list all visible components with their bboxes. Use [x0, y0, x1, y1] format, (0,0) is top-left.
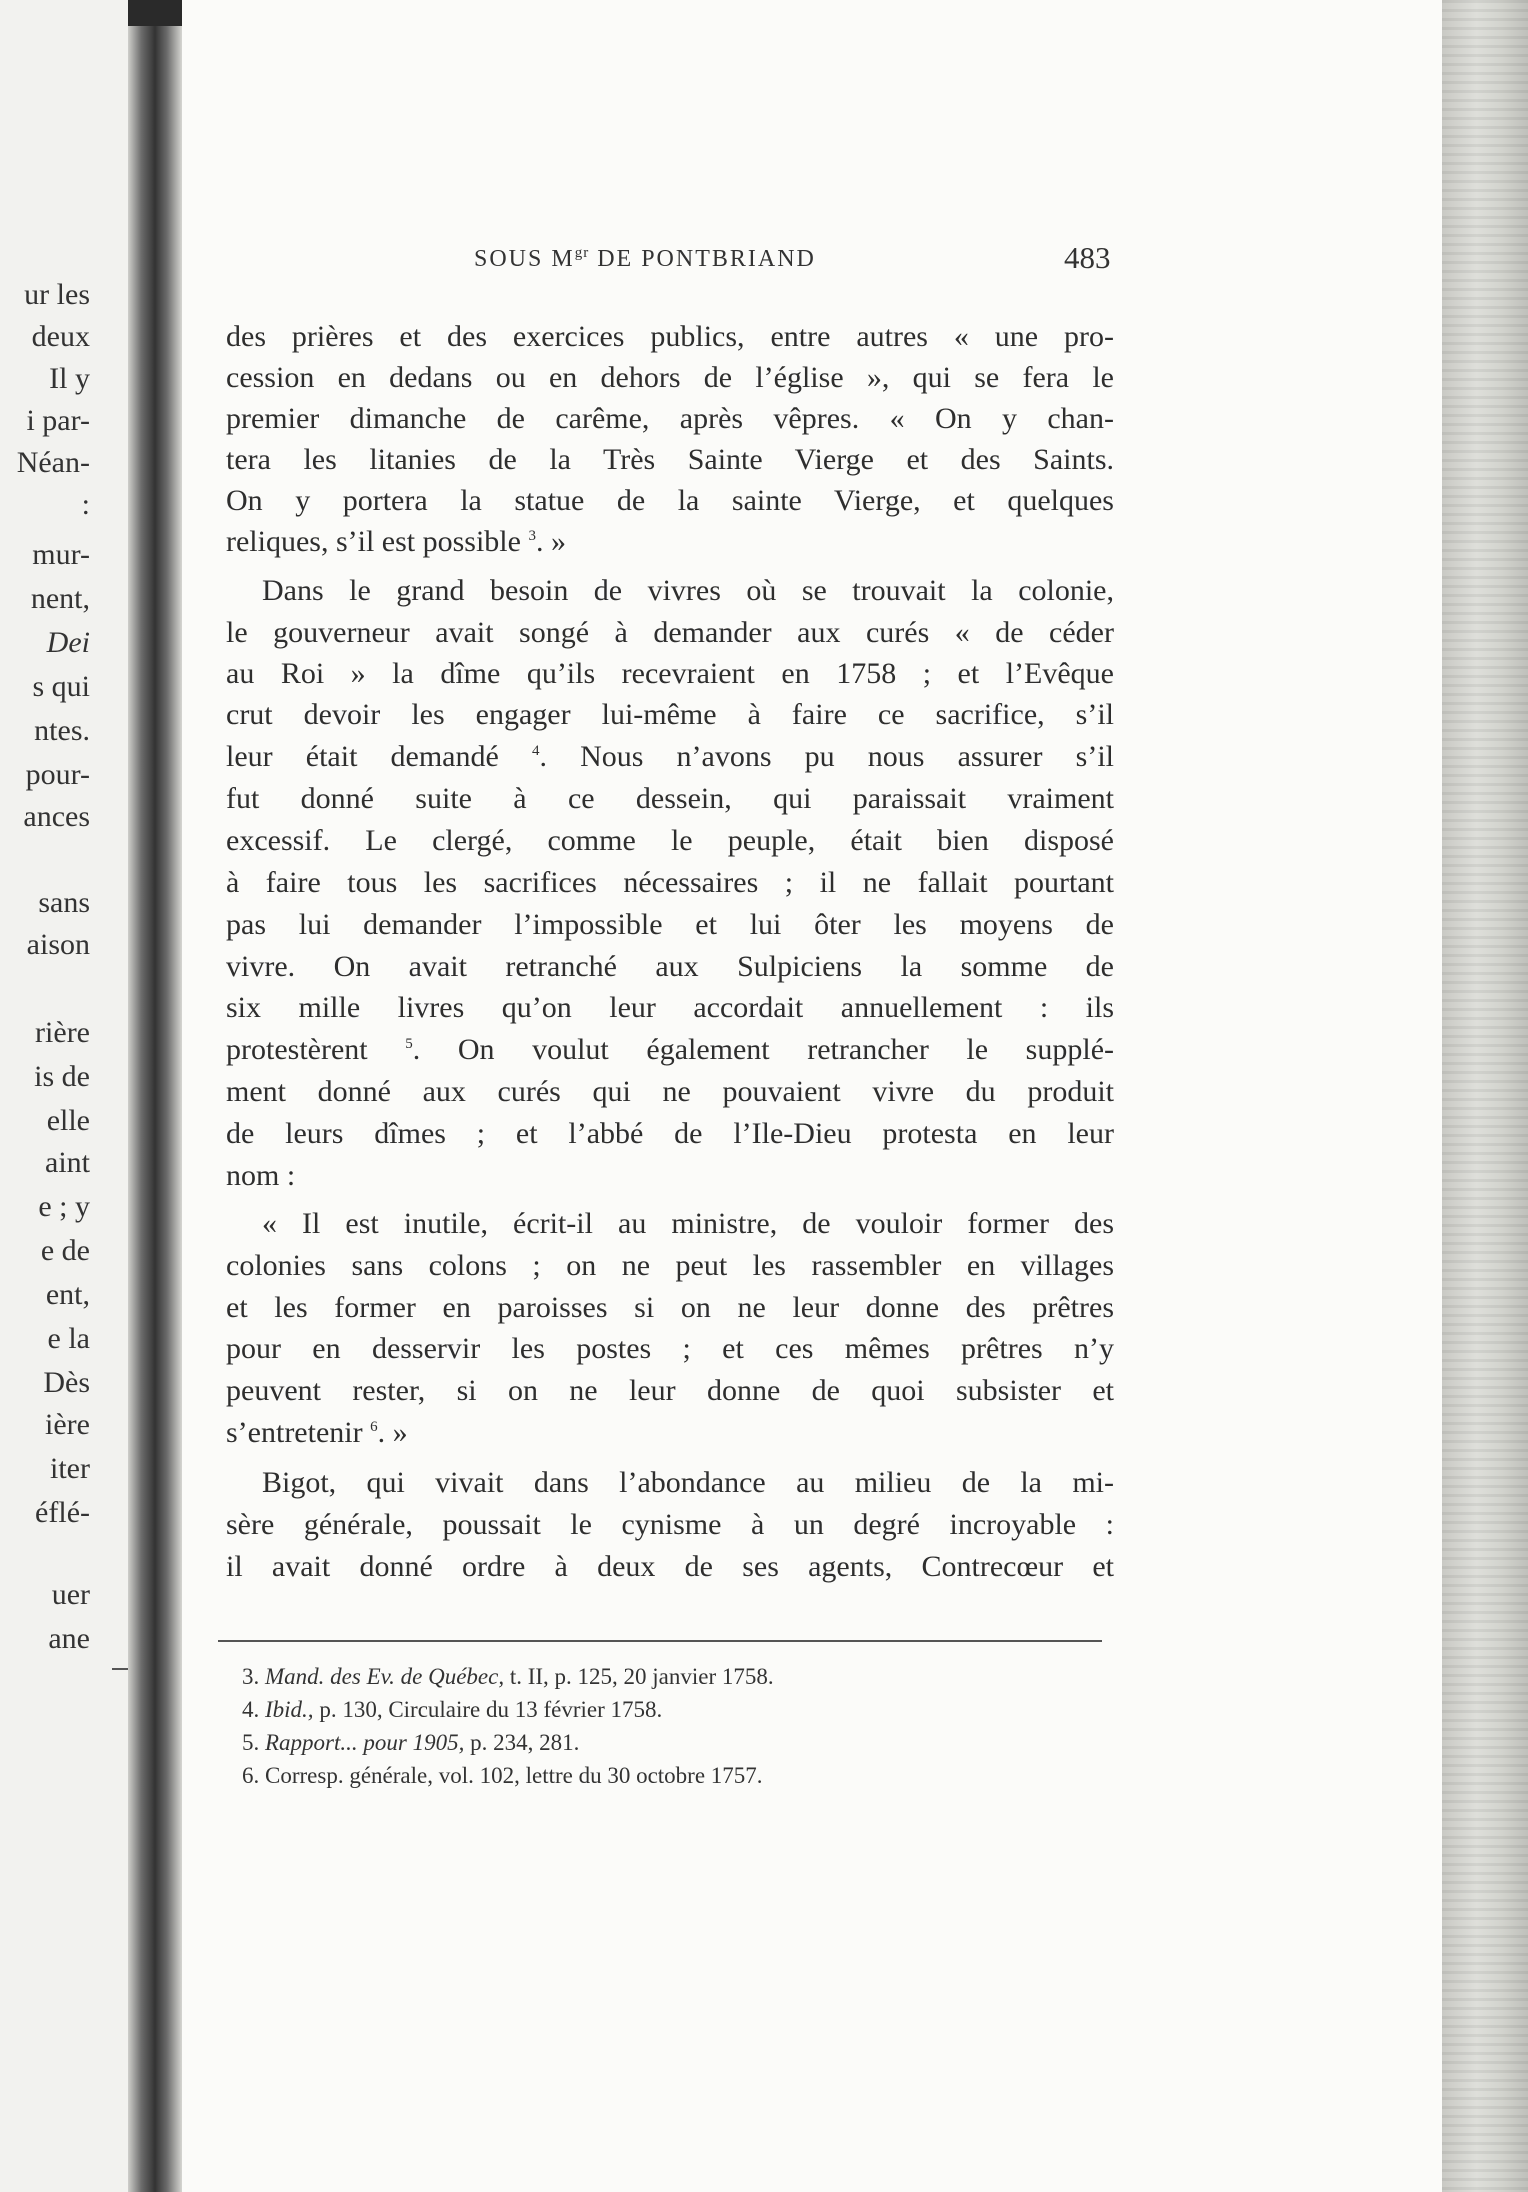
left-line: mur-	[32, 538, 90, 571]
left-line: Dès	[43, 1366, 90, 1399]
footnote-text: p. 234, 281.	[464, 1730, 580, 1755]
body-line: colonies sans colons ; on ne peut les rassembler en villages	[226, 1249, 1114, 1282]
body-line-text: .	[412, 1033, 421, 1066]
left-line: ur les	[24, 278, 90, 311]
body-line: On y portera la statue de la sainte Vierge, et quelques	[226, 484, 1114, 517]
body-line-text: Nous n’avons pu nous assurer s’il	[546, 740, 1115, 773]
left-line: e de	[40, 1234, 90, 1267]
body-line: excessif. Le clergé, comme le peuple, était bien disposé	[226, 824, 1114, 857]
left-line: s qui	[32, 670, 90, 703]
left-line: iter	[50, 1452, 90, 1485]
body-line: pas lui demander l’impossible et lui ôter les moyens de	[226, 908, 1114, 941]
body-line-tail: . »	[535, 525, 566, 558]
left-line: ntes.	[34, 714, 90, 747]
running-head-b: DE PONTBRIAND	[589, 246, 816, 272]
body-line-text: .	[539, 740, 547, 773]
body-line: « Il est inutile, écrit-il au ministre, de vouloir former des	[262, 1207, 1114, 1240]
left-line: ances	[23, 800, 90, 833]
footnote-text: p. 130, Circulaire du 13 février 1758.	[313, 1697, 663, 1722]
left-line: rière	[35, 1016, 90, 1049]
left-line: is de	[34, 1060, 90, 1093]
left-line: ière	[45, 1408, 90, 1441]
page-number: 483	[1064, 240, 1111, 275]
page-edge-right	[1442, 0, 1528, 2192]
body-line: au Roi » la dîme qu’ils recevraient en 1758 ; et l’Evêque	[226, 657, 1114, 690]
footnote	[242, 1664, 774, 1690]
footnote-ref: 6	[370, 1419, 378, 1435]
footnote	[242, 1763, 763, 1789]
running-head-a: SOUS M	[474, 246, 575, 272]
body-line: vivre. On avait retranché aux Sulpiciens la somme de	[226, 950, 1114, 983]
footnote-number: 5.	[242, 1730, 265, 1755]
body-line: des prières et des exercices publics, entre autres « une pro-	[226, 320, 1114, 353]
body-line-tail: . »	[377, 1416, 408, 1449]
left-line: uer	[51, 1578, 90, 1611]
left-line: deux	[31, 320, 90, 353]
footnote-number: 3.	[242, 1664, 265, 1689]
body-line: pour en desservir les postes ; et ces mêmes prêtres n’y	[226, 1332, 1114, 1365]
body-line-text: protestèrent	[226, 1033, 406, 1066]
footnote-text: Corresp. générale, vol. 102, lettre du 30 octobre 1757.	[265, 1763, 763, 1788]
body-line: Bigot, qui vivait dans l’abondance au milieu de la mi-	[262, 1466, 1114, 1499]
body-line-text: On voulut également retrancher le supplé-	[420, 1033, 1114, 1066]
left-line: ent,	[45, 1278, 90, 1311]
left-line: aison	[26, 928, 90, 961]
body-line: crut devoir les engager lui-même à faire ce sacrifice, s’il	[226, 698, 1114, 731]
body-line-text: reliques, s’il est possible	[226, 525, 529, 558]
left-line: ane	[48, 1622, 90, 1655]
left-line: aint	[45, 1146, 90, 1179]
left-line: éflé-	[35, 1496, 90, 1529]
body-line: nom :	[226, 1159, 296, 1192]
left-line: e ; y	[38, 1190, 90, 1223]
left-line: i par-	[26, 404, 90, 437]
body-line	[226, 525, 566, 559]
body-line: Dans le grand besoin de vivres où se trouvait la colonie,	[262, 574, 1114, 607]
footnote-title: Ibid.,	[265, 1697, 314, 1722]
body-line	[226, 740, 1114, 774]
body-line-text: s’entretenir	[226, 1416, 371, 1449]
footnote-rule	[218, 1640, 1102, 1642]
left-line: e la	[47, 1322, 90, 1355]
body-line	[226, 1416, 408, 1450]
left-line: pour-	[25, 758, 90, 791]
left-line: elle	[46, 1104, 90, 1137]
running-head	[474, 245, 816, 273]
footnote-number: 6.	[242, 1763, 265, 1788]
footnote-number: 4.	[242, 1697, 265, 1722]
footnote-text: t. II, p. 125, 20 janvier 1758.	[504, 1664, 774, 1689]
left-line: :	[81, 488, 90, 521]
body-line: et les former en paroisses si on ne leur donne des prêtres	[226, 1291, 1114, 1324]
body-line: ment donné aux curés qui ne pouvaient vivre du produit	[226, 1075, 1114, 1108]
footnote-ref: 4	[531, 743, 540, 759]
body-line: tera les litanies de la Très Sainte Vierge et des Saints.	[226, 443, 1114, 476]
footnote	[242, 1697, 662, 1723]
gutter-top-dark	[128, 0, 182, 26]
body-line: de leurs dîmes ; et l’abbé de l’Ile-Dieu protesta en leur	[226, 1117, 1114, 1150]
footnote	[242, 1730, 579, 1756]
body-line: cession en dedans ou en dehors de l’église », qui se fera le	[226, 361, 1114, 394]
body-line: six mille livres qu’on leur accordait annuellement : ils	[226, 991, 1114, 1024]
left-line: sans	[38, 886, 90, 919]
body-line-text: leur était demandé	[226, 740, 532, 773]
footnote-title: Mand. des Ev. de Québec,	[265, 1664, 505, 1689]
footnote-ref: 5	[405, 1036, 413, 1052]
body-line	[226, 1033, 1114, 1067]
left-line: nent,	[30, 582, 90, 615]
book-gutter-shadow	[128, 0, 182, 2192]
body-line: premier dimanche de carême, après vêpres. « On y chan-	[226, 402, 1114, 435]
body-line: il avait donné ordre à deux de ses agents, Contrecœur et	[226, 1550, 1114, 1583]
body-line: peuvent rester, si on ne leur donne de quoi subsister et	[226, 1374, 1114, 1407]
body-line: le gouverneur avait songé à demander aux curés « de céder	[226, 616, 1114, 649]
body-line: à faire tous les sacrifices nécessaires ; il ne fallait pourtant	[226, 866, 1114, 899]
left-line: Dei	[46, 626, 90, 659]
left-line: Il y	[49, 362, 90, 395]
left-line: Néan-	[16, 446, 90, 479]
footnote-ref: 3	[528, 528, 536, 544]
body-line: sère générale, poussait le cynisme à un degré incroyable :	[226, 1508, 1114, 1541]
running-head-sup: gr	[574, 245, 590, 261]
body-line: fut donné suite à ce dessein, qui paraissait vraiment	[226, 782, 1114, 815]
footnote-title: Rapport... pour 1905,	[265, 1730, 465, 1755]
